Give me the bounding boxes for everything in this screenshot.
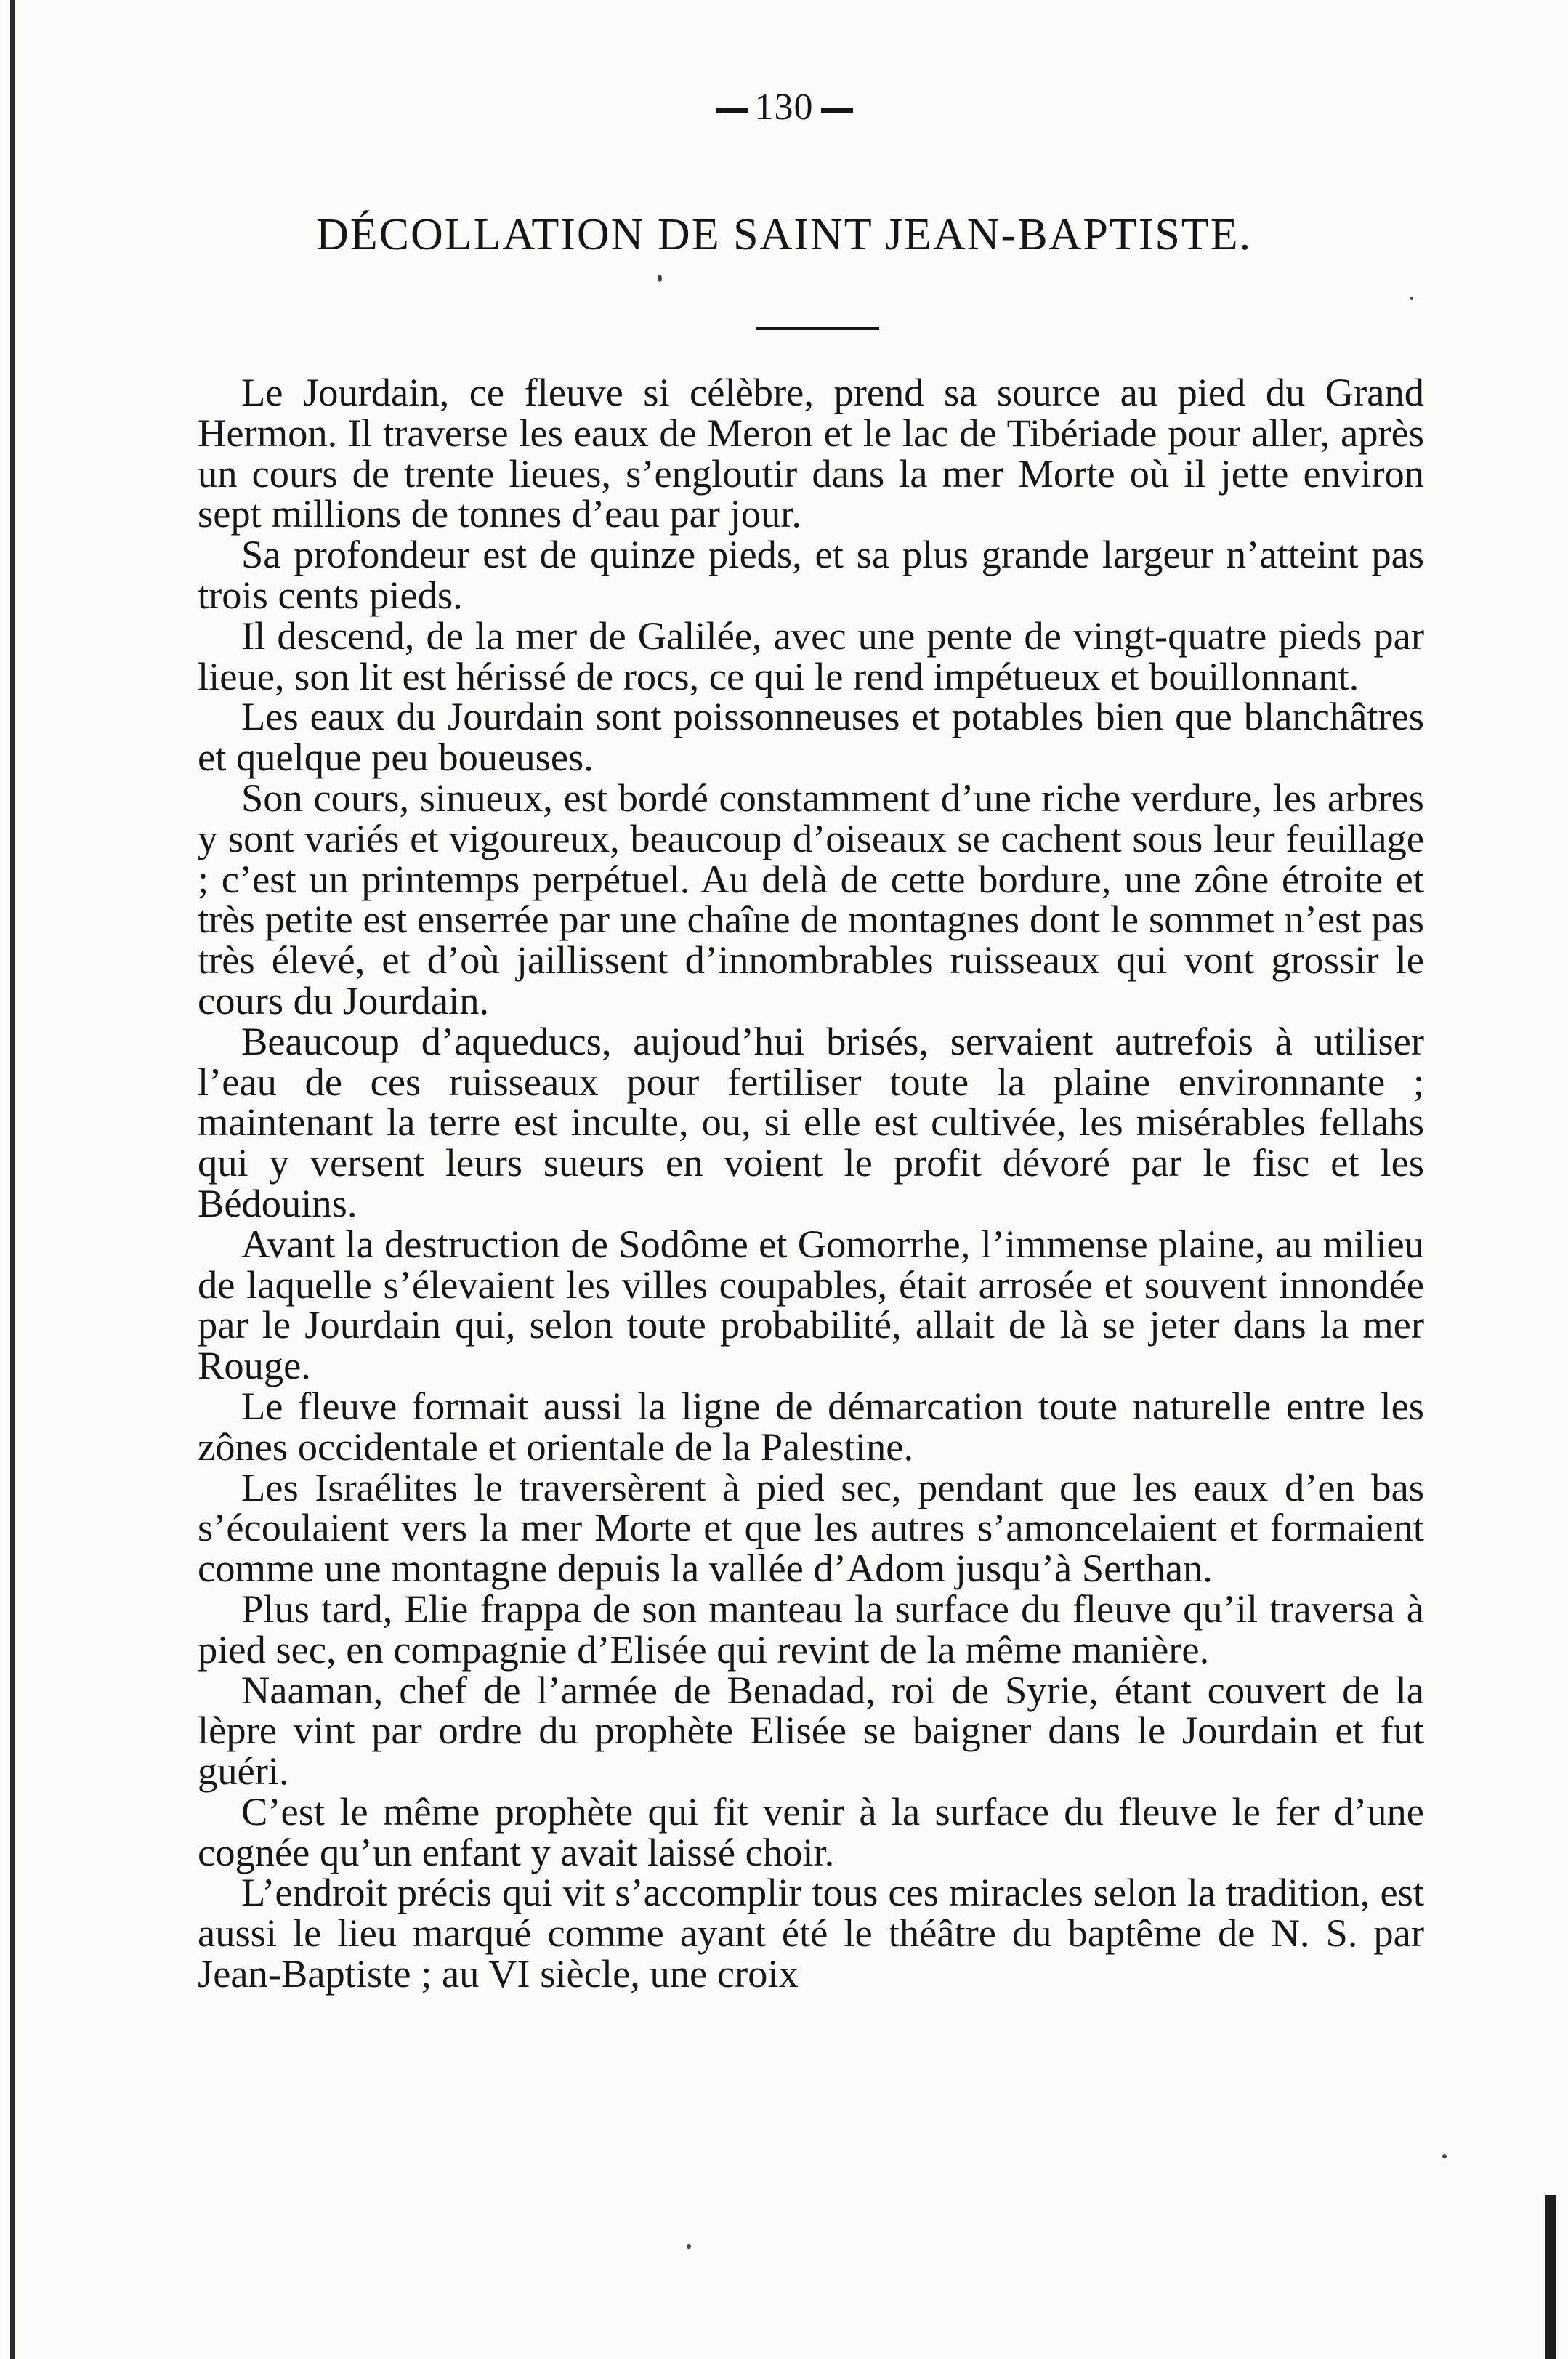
page-edge-rule-left (10, 0, 15, 2359)
page-edge-rule-right (1545, 2195, 1556, 2359)
paragraph: Naaman, chef de l’armée de Benadad, roi de Syrie, étant couvert de la lèpre vint par ordre du prophète Elisée se baigner dans le Jourdain et fut guéri. (198, 1667, 1424, 1794)
paragraph: L’endroit précis qui vit s’accomplir tous ces miracles selon la tradition, est aussi le lieu marqué comme ayant été le théâtre du baptême de N. S. par Jean-Baptiste ; au VI siècle, une croix (198, 1870, 1424, 1996)
ink-speck (1442, 2154, 1447, 2158)
paragraph: Les eaux du Jourdain sont poissonneuses et potables bien que blanchâtres et quelque peu boueuses. (198, 694, 1424, 780)
page-number-dash-left (716, 108, 748, 113)
chapter-title: DÉCOLLATION DE SAINT JEAN-BAPTISTE. (315, 210, 1253, 259)
ink-speck (687, 2244, 691, 2249)
body-text (198, 372, 1424, 1994)
paragraph: Il descend, de la mer de Galilée, avec une pente de vingt-quatre pieds par lieue, son lit est hérissé de rocs, ce qui le rend impétueux et bouillonnant. (198, 613, 1424, 698)
paragraph: Le Jourdain, ce fleuve si célèbre, prend sa source au pied du Grand Hermon. Il traverse les eaux de Meron et le lac de Tibériade pour aller, après un cours de trente lieues, s’engloutir dans la mer Morte où il jette environ sept millions de tonnes d’eau par jour. (198, 370, 1424, 536)
paragraph: Avant la destruction de Sodôme et Gomorrhe, l’immense plaine, au milieu de laquelle s’élevaient les villes coupables, était arrosée et souvent innondée par le Jourdain qui, selon toute probabilité, allait de là se jeter dans la mer Rouge. (198, 1221, 1424, 1388)
ink-speck (658, 275, 662, 282)
paragraph: Plus tard, Elie frappa de son manteau la surface du fleuve qu’il traversa à pied sec, en compagnie d’Elisée qui revint de la même manière. (198, 1586, 1424, 1672)
page-number (0, 86, 1568, 129)
paragraph: Sa profondeur est de quinze pieds, et sa plus grande largeur n’atteint pas trois cents pieds. (198, 532, 1424, 617)
page-number-dash-right (821, 108, 853, 113)
paragraph: Beaucoup d’aqueducs, aujoud’hui brisés, servaient autrefois à utiliser l’eau de ces ruisseaux pour fertiliser toute la plaine environnante ; maintenant la terre est inculte, ou, si elle est cultivée, les misérables fellahs qui y versent leurs sueurs en voient le profit dévoré par le fisc et les Bédouins. (198, 1018, 1424, 1225)
paragraph: C’est le même prophète qui fit venir à la surface du fleuve le fer d’une cognée qu’un enfant y avait laissé choir. (198, 1789, 1424, 1874)
page-number-text: 130 (754, 86, 814, 128)
paragraph: Le fleuve formait aussi la ligne de démarcation toute naturelle entre les zônes occidentale et orientale de la Palestine. (198, 1383, 1424, 1469)
paragraph: Les Israélites le traversèrent à pied sec, pendant que les eaux d’en bas s’écoulaient vers la mer Morte et que les autres s’amoncelaient et formaient comme une montagne depuis la vallée d’Adom jusqu’à Serthan. (198, 1464, 1424, 1591)
title-divider (756, 327, 879, 330)
ink-speck (1410, 297, 1413, 300)
paragraph: Son cours, sinueux, est bordé constamment d’une riche verdure, les arbres y sont variés et vigoureux, beaucoup d’oiseaux se cachent sous leur feuillage ; c’est un printemps perpétuel. Au delà de cette bordure, une zône étroite et très petite est enserrée par une chaîne de montagnes dont le sommet n’est pas très élevé, et d’où jaillissent d’innombrables ruisseaux qui vont grossir le cours du Jourdain. (198, 775, 1424, 1023)
